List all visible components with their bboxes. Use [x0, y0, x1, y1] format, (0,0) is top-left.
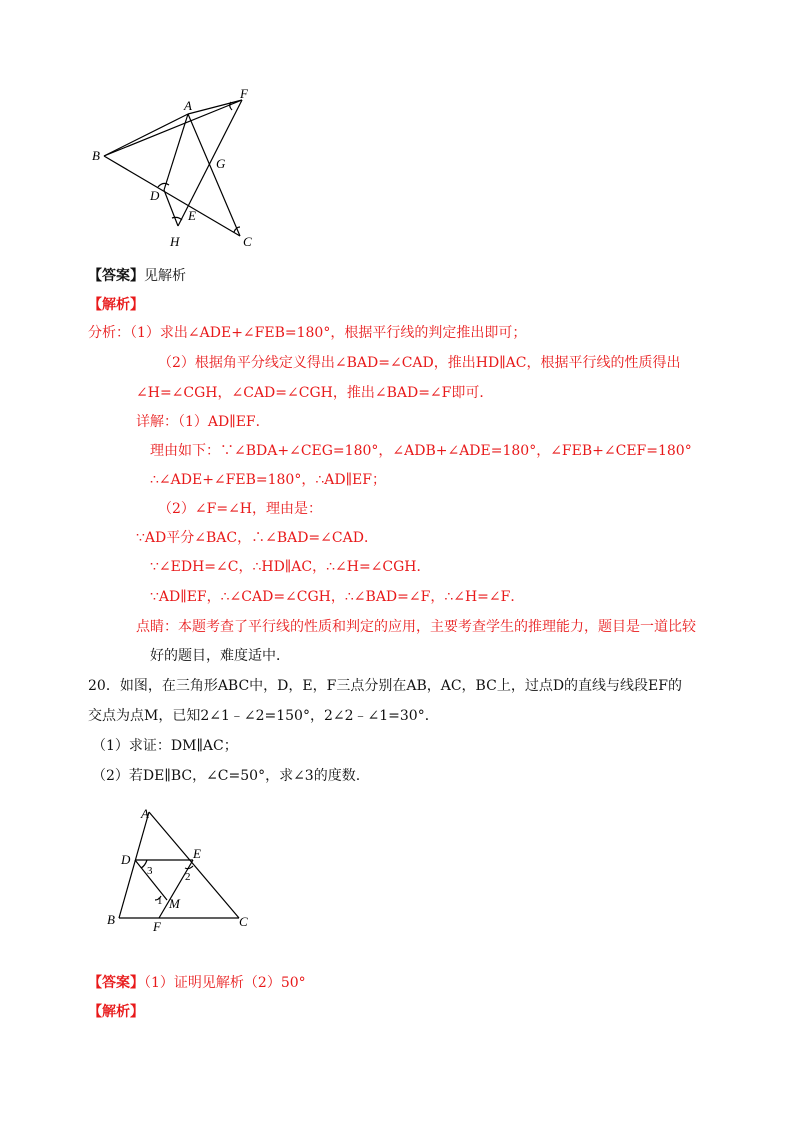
problem-line: 交点为点M，已知2∠1﹣∠2=150°，2∠2﹣∠1=30°．	[88, 708, 439, 724]
answer-text: （1）证明见解析（2）50°	[144, 975, 306, 991]
label-e: E	[193, 846, 201, 861]
analysis-line: （2）根据角平分线定义得出∠BAD=∠CAD，推出HD∥AC，根据平行线的性质得出	[158, 355, 681, 371]
analysis-line: ∵AD平分∠BAC，∴∠BAD=∠CAD．	[136, 530, 378, 546]
analysis-line: 理由如下：∵∠BDA+∠CEG=180°，∠ADB+∠ADE=180°，∠FEB+∠CEF=180°	[150, 443, 692, 459]
label-b: B	[92, 148, 100, 163]
label-d: D	[121, 852, 131, 867]
problem-line: 20．如图，在三角形ABC中，D，E，F三点分别在AB，AC，BC上，过点D的直线与线段EF的	[88, 678, 682, 694]
analysis-line: 好的题目，难度适中．	[150, 648, 290, 664]
answer-line-1	[88, 266, 186, 286]
question-2: （2）若DE∥BC，∠C=50°，求∠3的度数.	[92, 768, 361, 784]
geometry-figure-1	[88, 86, 260, 254]
label-c: C	[243, 234, 252, 249]
analysis-line: ∴∠ADE+∠FEB=180°，∴AD∥EF；	[150, 472, 386, 488]
label-d: D	[150, 188, 160, 203]
label-h: H	[170, 234, 180, 249]
angle-2-label: 2	[185, 871, 191, 883]
analysis-line: ∠H=∠CGH，∠CAD=∠CGH，推出∠BAD=∠F即可．	[136, 385, 494, 401]
analysis-line: ∵AD∥EF，∴∠CAD=∠CGH，∴∠BAD=∠F，∴∠H=∠F．	[150, 589, 525, 605]
angle-3-label: 3	[147, 865, 153, 877]
answer-tag: 【答案】	[88, 268, 144, 284]
label-m: M	[169, 896, 180, 911]
label-a: A	[184, 98, 192, 113]
analysis-line: 详解：（1）AD∥EF．	[136, 414, 270, 430]
label-a: A	[141, 806, 149, 821]
answer-tag: 【答案】	[88, 975, 144, 991]
analysis-line: （2）∠F=∠H，理由是：	[158, 501, 323, 517]
answer-line-2	[88, 973, 306, 993]
label-c: C	[239, 914, 248, 929]
geometry-figure-2	[105, 804, 255, 934]
label-f: F	[153, 919, 161, 934]
label-e: E	[188, 208, 196, 223]
analysis-tag: 【解析】	[88, 1004, 144, 1020]
answer-text: 见解析	[144, 268, 186, 284]
angle-1-label: 1	[157, 895, 163, 907]
analysis-line: 点睛：本题考查了平行线的性质和判定的应用，主要考查学生的推理能力，题目是一道比较	[136, 619, 696, 635]
analysis-line: ∵∠EDH=∠C，∴HD∥AC，∴∠H=∠CGH．	[150, 559, 431, 575]
analysis-line: 分析：（1）求出∠ADE+∠FEB=180°，根据平行线的判定推出即可；	[88, 325, 527, 341]
label-f: F	[240, 86, 248, 101]
label-b: B	[107, 912, 115, 927]
analysis-tag: 【解析】	[88, 297, 144, 313]
label-g: G	[216, 156, 226, 171]
question-1: （1）求证：DM∥AC；	[92, 738, 238, 754]
